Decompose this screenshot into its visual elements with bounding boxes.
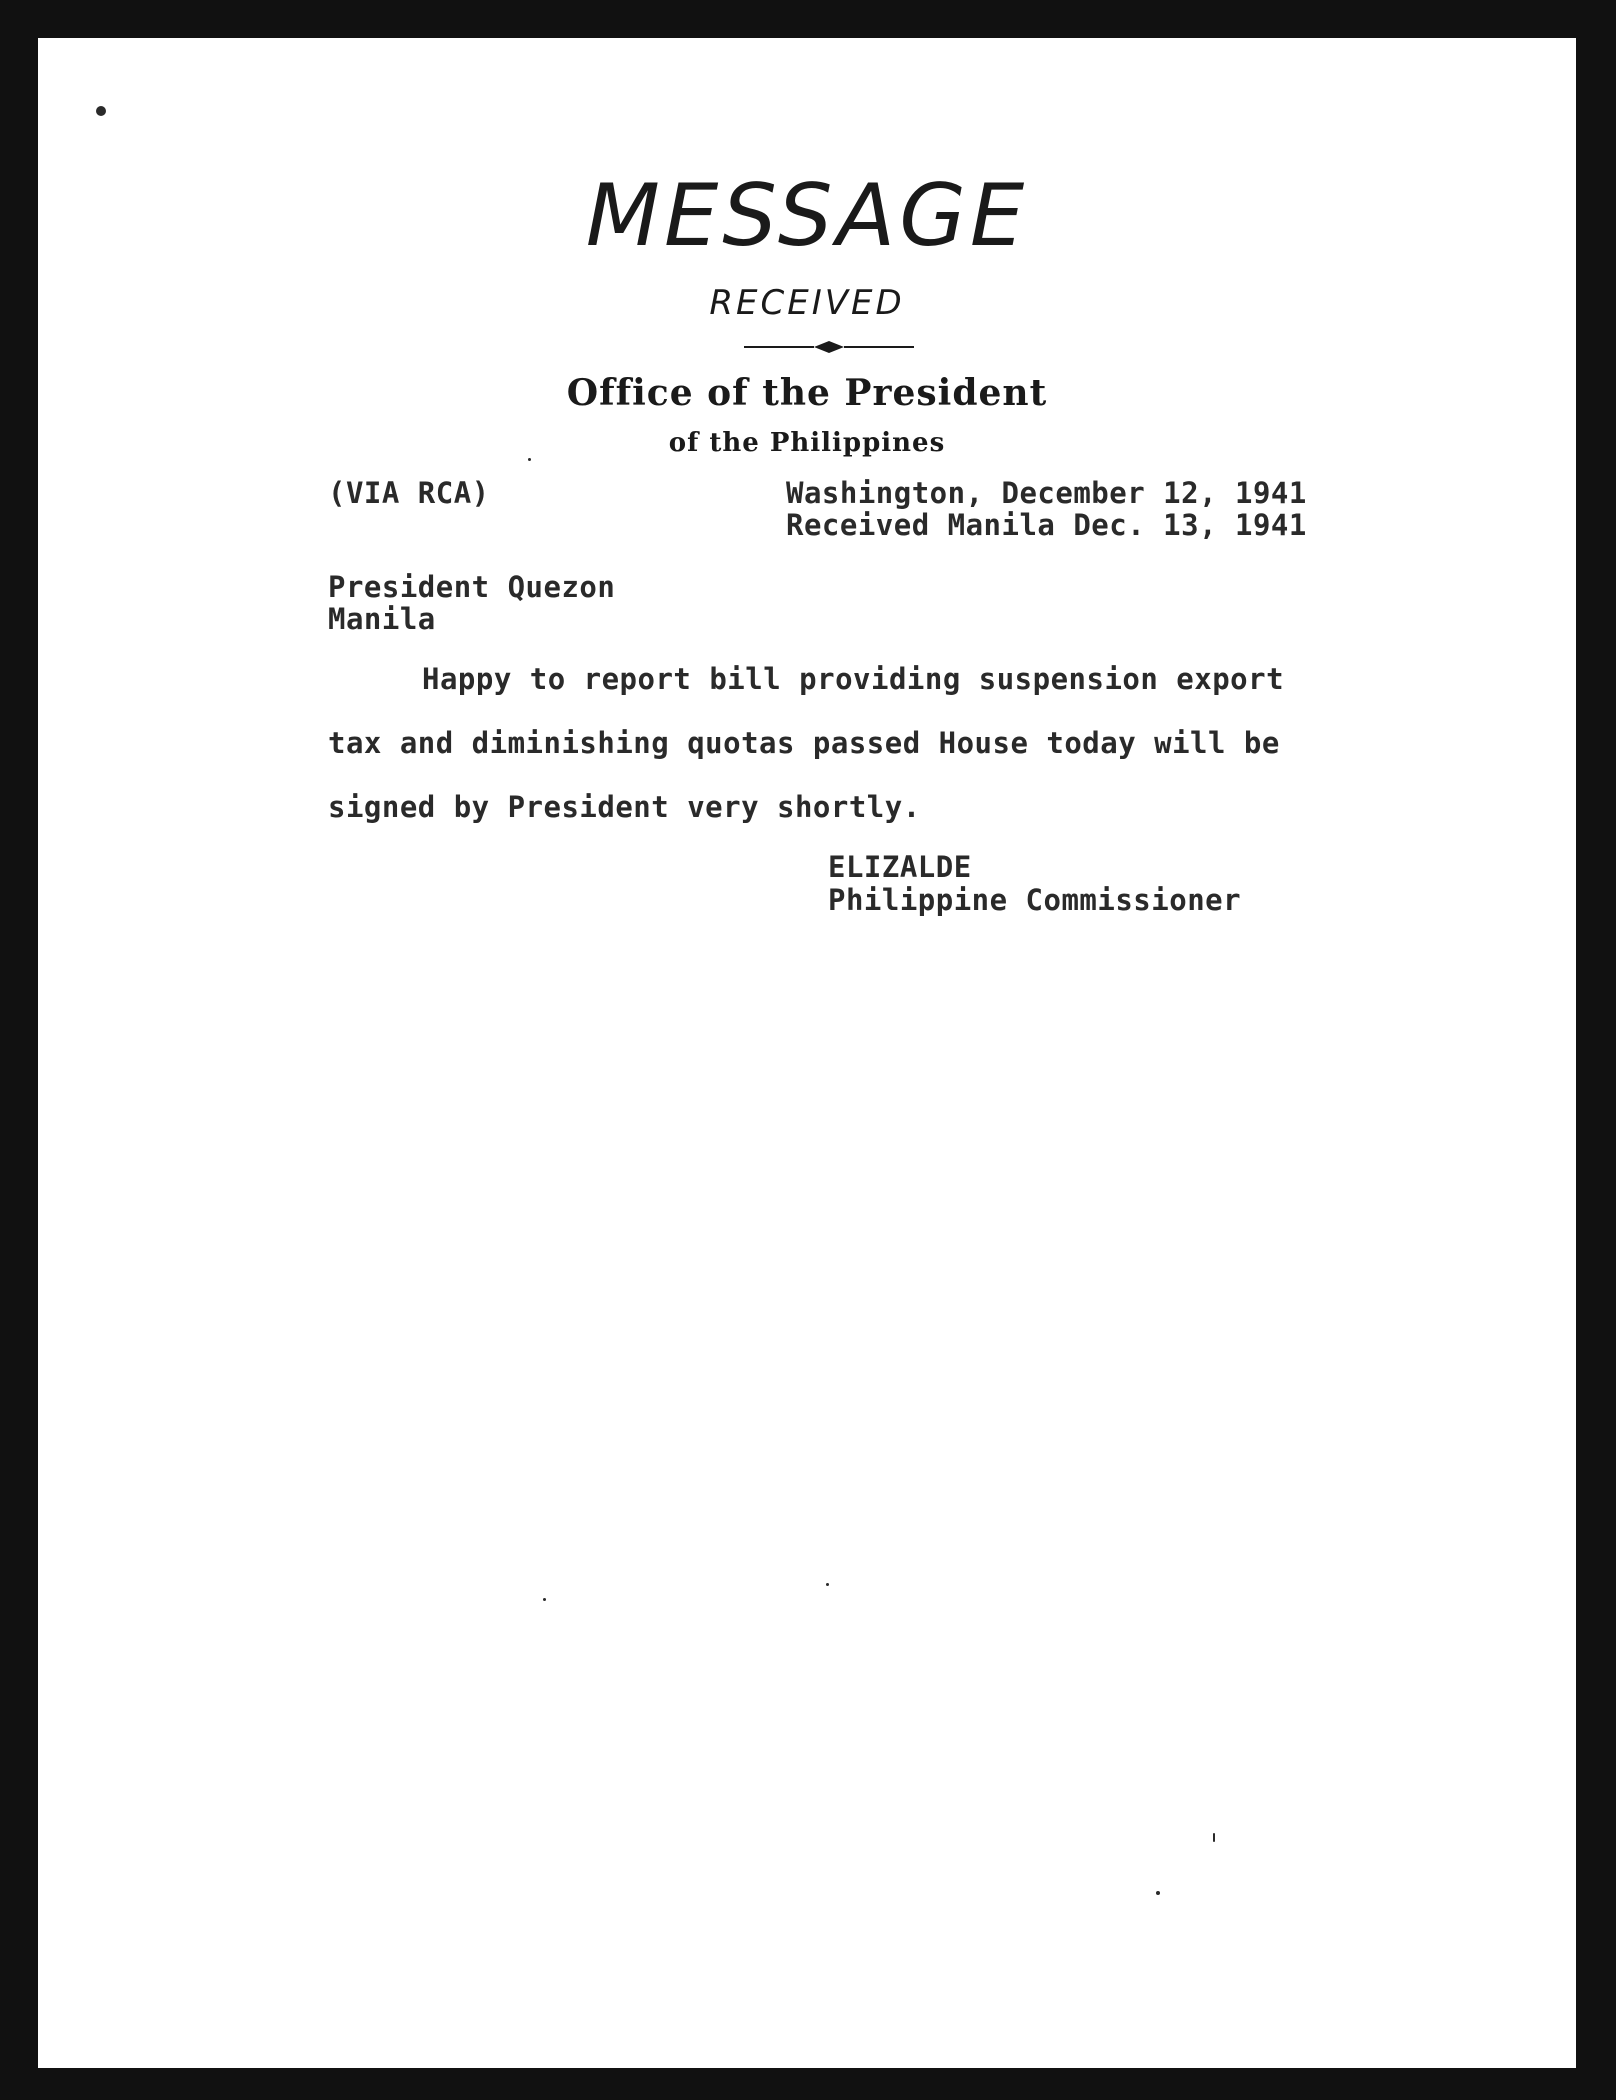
letterhead-office: Office of the President (566, 372, 1048, 414)
ornament-divider (744, 340, 914, 354)
received-date-line: Received Manila Dec. 13, 1941 (786, 508, 1307, 542)
ink-speck (528, 458, 531, 461)
ink-speck (826, 1583, 829, 1586)
addressee-city: Manila (328, 602, 436, 636)
ink-speck (543, 1598, 546, 1601)
via-line: (VIA RCA) (328, 476, 490, 510)
signature-name: ELIZALDE (828, 850, 972, 884)
letterhead-title: MESSAGE (585, 166, 1029, 266)
body-line: Happy to report bill providing suspension export (422, 662, 1285, 696)
ink-speck (1156, 1891, 1160, 1895)
addressee-name: President Quezon (328, 570, 616, 604)
body-line: signed by President very shortly. (328, 790, 921, 824)
sent-date-line: Washington, December 12, 1941 (786, 476, 1307, 510)
letterhead-subtitle: RECEIVED (709, 283, 905, 323)
ink-speck (96, 106, 106, 116)
document-page (38, 38, 1576, 2068)
letterhead-country: of the Philippines (668, 428, 946, 458)
signature-title: Philippine Commissioner (828, 883, 1242, 917)
body-line: tax and diminishing quotas passed House today will be (328, 726, 1280, 760)
ink-speck (1213, 1833, 1215, 1842)
